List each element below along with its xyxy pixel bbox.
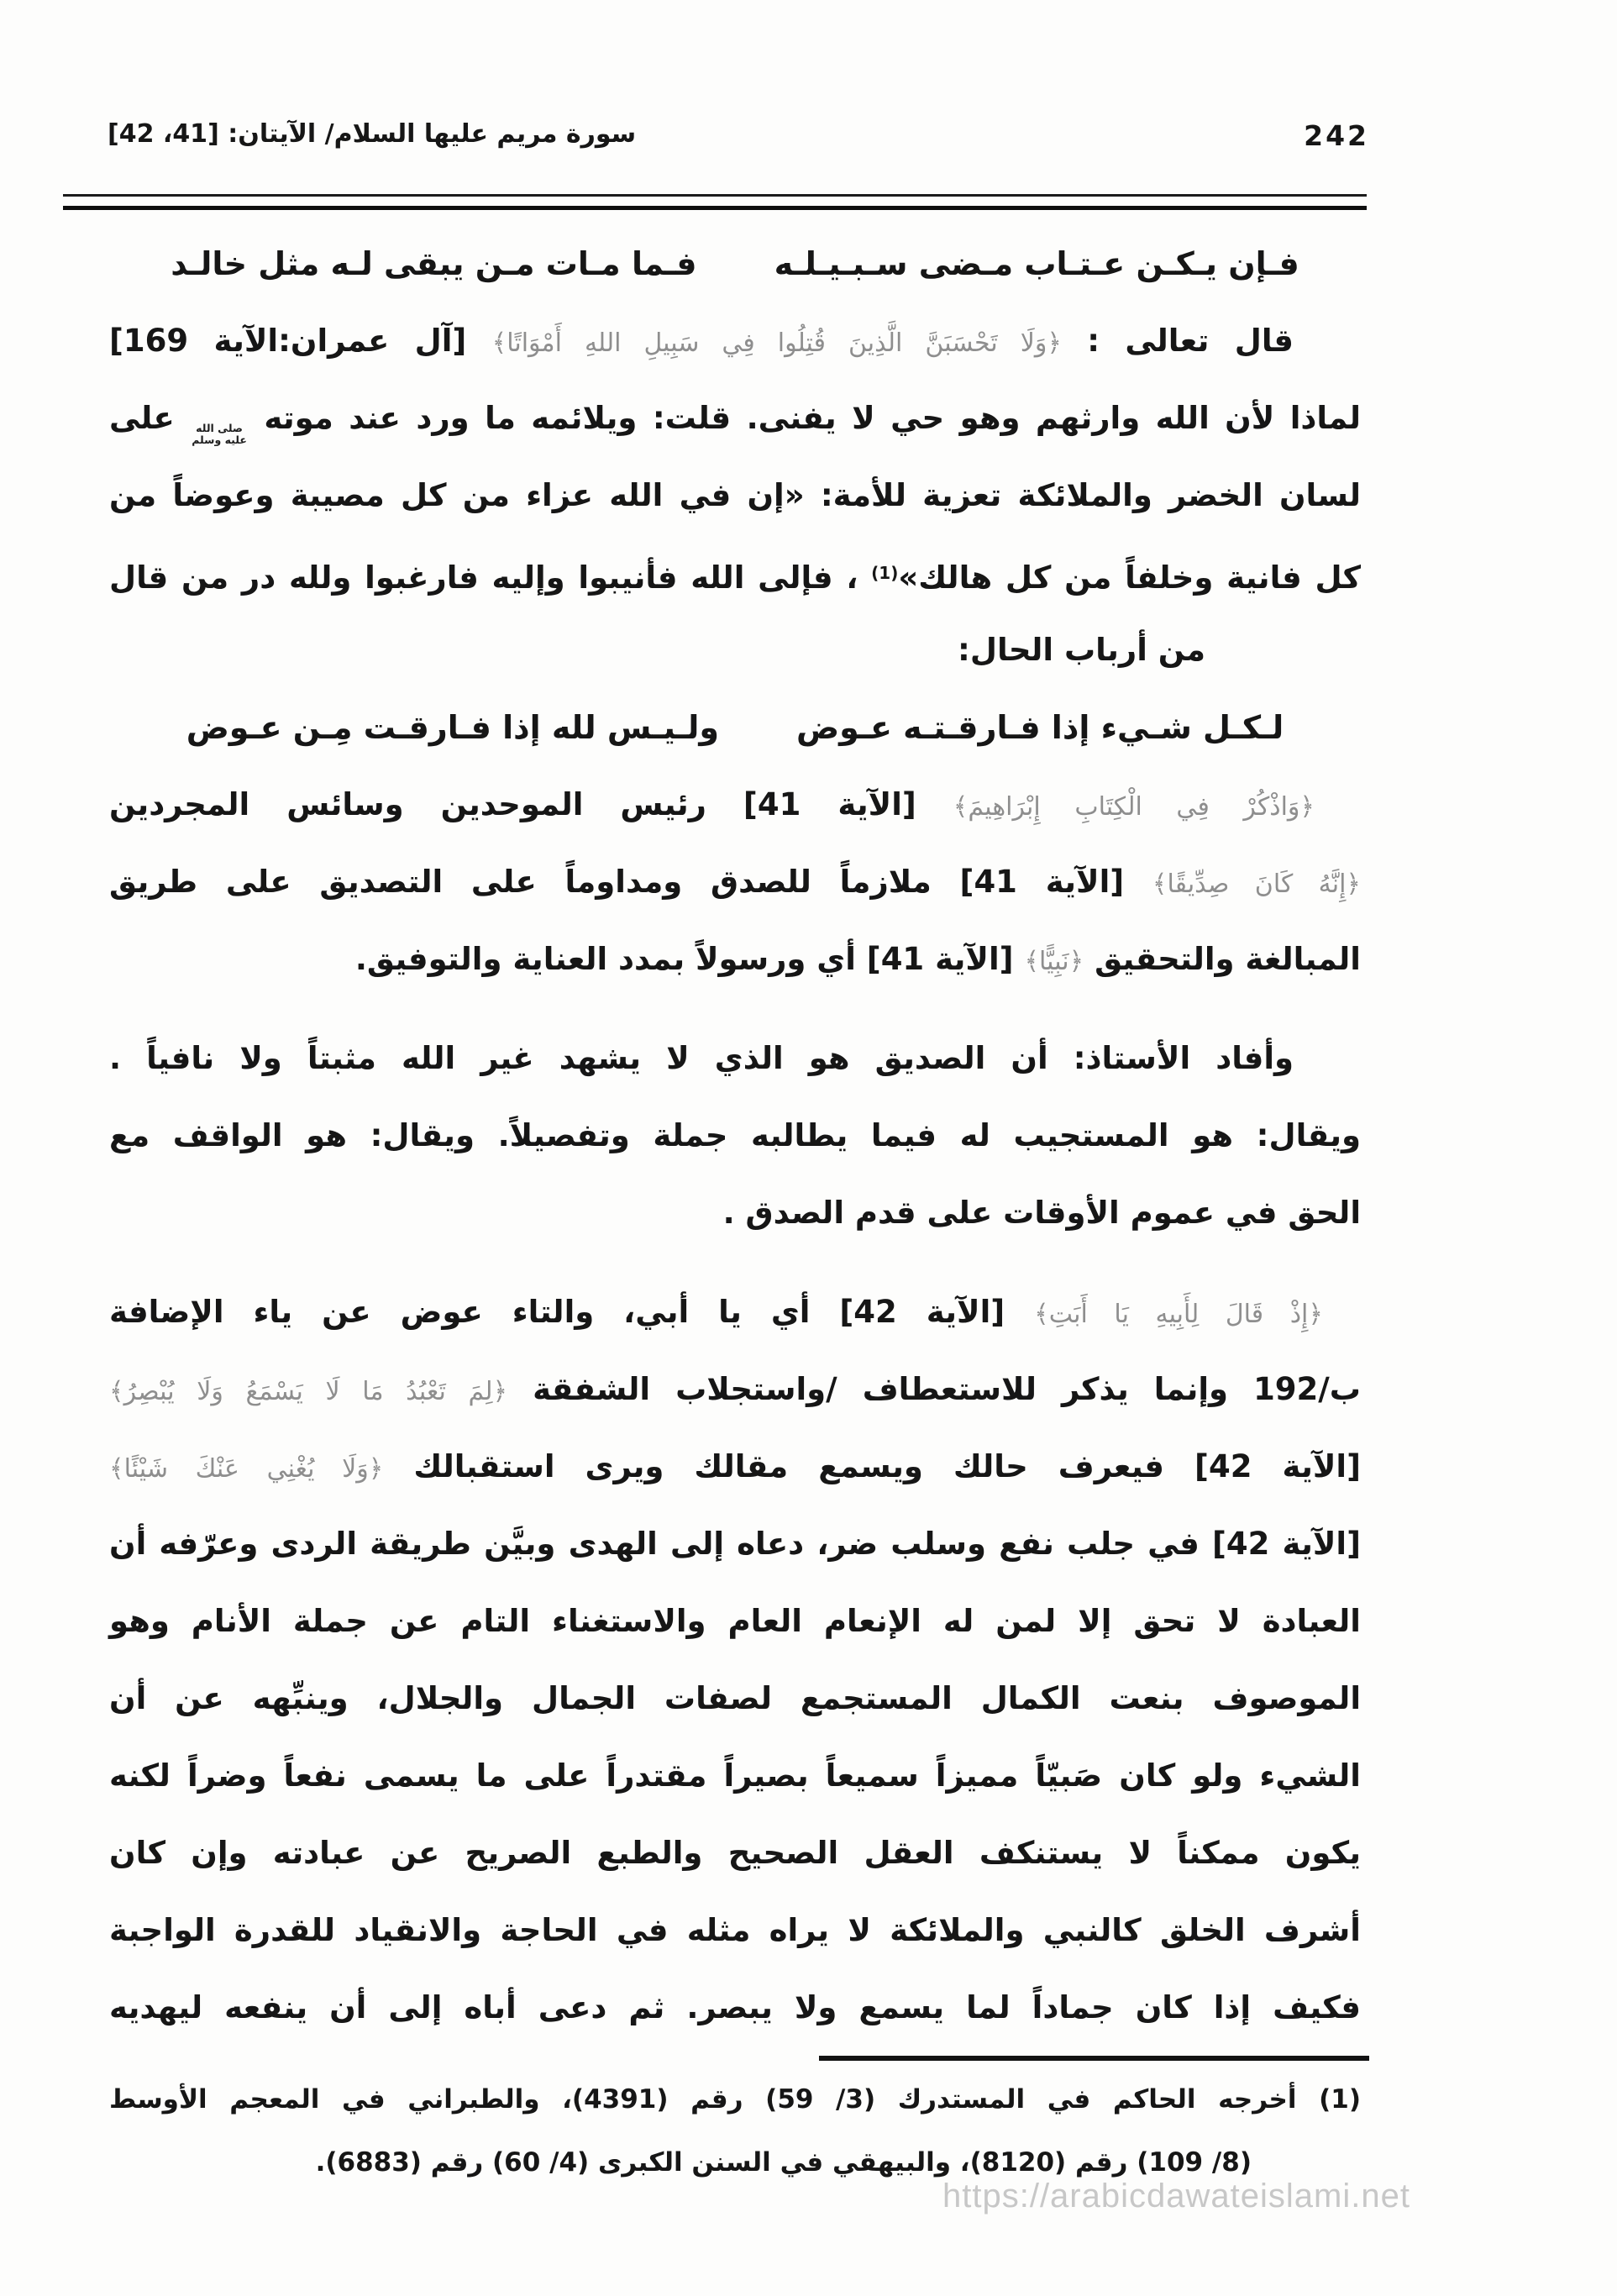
- watermark-url: https://arabicdawateislami.net: [942, 2178, 1410, 2215]
- text-line: [109, 766, 1361, 843]
- text-run: كل فانية وخلفاً من كل هالك»: [898, 560, 1361, 596]
- text-line: [109, 1428, 1361, 1505]
- quran-quote: ﴿وَلَا تَحْسَبَنَّ الَّذِينَ قُتِلُوا فِي سَبِيلِ اللهِ أَمْوَاتًا﴾: [491, 328, 1062, 358]
- text-run: ويقال: هو المستجيب له فيما يطالبه جملة وتفصيلاً. ويقال: هو الواقف مع: [109, 1117, 1361, 1153]
- text-run: على: [109, 400, 191, 436]
- text-run: وإنما يذكر للاستعطاف /واستجلاب الشفقة: [507, 1371, 1254, 1407]
- text-line: [109, 302, 1361, 380]
- text-run: [الآية 41] رئيس الموحدين وسائس المجردين: [109, 786, 953, 822]
- text-line: [109, 1660, 1361, 1737]
- text-line: [109, 1969, 1361, 2046]
- text-line: [109, 1737, 1361, 1815]
- text-run: من أرباب الحال:: [958, 632, 1205, 668]
- body-lines: [109, 225, 1361, 2046]
- verse-line: [109, 225, 1361, 302]
- text-run: الحق في عموم الأوقات على قدم الصدق .: [722, 1195, 1361, 1231]
- text-run: فكيف إذا كان جماداً لما يسمع ولا يبصر. ثم دعى أباه إلى أن ينفعه ليهديه: [109, 1989, 1361, 2025]
- quran-quote: ﴿وَلَا يُغْنِي عَنْكَ شَيْئًا﴾: [109, 1454, 384, 1484]
- footnote-ref: (1): [871, 563, 899, 583]
- text-line: [109, 1583, 1361, 1660]
- page-number: 242: [1304, 119, 1369, 152]
- footnotes: [109, 2068, 1361, 2194]
- honorific-top: صلى الله: [196, 422, 243, 434]
- text-line: [109, 1815, 1361, 1892]
- text-run: لماذا لأن الله وارثهم وهو حي لا يفنى. قلت: ويلائمه ما ورد عند موته: [248, 400, 1361, 436]
- folio-marker: 192/ب: [1253, 1371, 1361, 1407]
- text-run: ، فإلى الله فأنيبوا وإليه فارغبوا ولله در من قال: [109, 560, 872, 596]
- text-run: الشيء ولو كان صَبيّاً مميزاً سميعاً بصيراً مقتدراً على ما يسمى نفعاً وضراً لكنه: [109, 1757, 1361, 1794]
- hemistich-left: فـما مـات مـن يبقى لـه مثل خالـد: [171, 245, 697, 282]
- text-run: الموصوف بنعت الكمال المستجمع لصفات الجمال والجلال، وينبِّهه عن أن: [109, 1680, 1361, 1716]
- quran-quote: ﴿وَاذْكُرْ فِي الْكِتَابِ إِبْرَاهِيمَ﴾: [953, 792, 1315, 822]
- hemistich-right: فـإن يـكـن عـتـاب مـضى سـبـيـلـه: [774, 245, 1299, 282]
- text-run: أشرف الخلق كالنبي والملائكة لا يراه مثله في الحاجة والانقياد للقدرة الواجبة: [109, 1912, 1361, 1948]
- quran-quote: ﴿لِمَ تَعْبُدُ مَا لَا يَسْمَعُ وَلَا يُبْصِرُ﴾: [109, 1377, 508, 1406]
- text-run: وأفاد الأستاذ: أن الصديق هو الذي لا يشهد غير الله مثبتاً ولا نافياً .: [109, 1040, 1294, 1076]
- honorific-salla-icon: [190, 423, 249, 445]
- text-line: [109, 921, 1361, 998]
- honorific-bottom: عليه وسلم: [192, 433, 247, 446]
- text-run: [الآية 41] ملازماً للصدق ومداوماً على التصديق على طريق: [109, 864, 1152, 900]
- text-line: [109, 457, 1361, 534]
- text-run: [الآية 42] أي يا أبي، والتاء عوض عن ياء الإضافة: [109, 1294, 1035, 1330]
- quran-quote: ﴿إِنَّهُ كَانَ صِدِّيقًا﴾: [1152, 870, 1361, 899]
- text-line: [109, 843, 1361, 921]
- header-title: سورة مريم عليها السلام/ الآيتان: [41، 42]: [108, 119, 637, 149]
- text-run: [الآية 42] في جلب نفع وسلب ضر، دعاه إلى الهدى وبيَّن طريقة الردى وعرّفه أن: [109, 1526, 1362, 1562]
- text-line: [109, 612, 1361, 689]
- header-rule: [63, 194, 1367, 210]
- text-line: [109, 1174, 1361, 1252]
- quran-quote: ﴿إِذْ قَالَ لِأَبِيهِ يَا أَبَتِ﴾: [1034, 1300, 1323, 1329]
- text-run: [الآية 41] أي ورسولاً بمدد العناية والتوفيق.: [354, 941, 1025, 977]
- hemistich-right: لـكـل شـيء إذا فـارقـتـه عـوض: [796, 709, 1284, 746]
- text-run: قال تعالى :: [1061, 323, 1294, 359]
- text-run: لسان الخضر والملائكة تعزية للأمة: «إن في الله عزاء من كل مصيبة وعوضاً من: [109, 477, 1361, 513]
- text-run: العبادة لا تحق إلا لمن له الإنعام العام والاستغناء التام عن جملة الأنام وهو: [109, 1603, 1361, 1639]
- text-line: [109, 1274, 1361, 1351]
- text-run: [آل عمران:الآية 169]: [109, 323, 492, 359]
- text-run: المبالغة والتحقيق: [1084, 941, 1361, 977]
- footnote-line: (8/ 109) رقم (8120)، والبيهقي في السنن الكبرى (4/ 60) رقم (6883).: [315, 2147, 1252, 2178]
- text-line: [109, 380, 1361, 457]
- text-line: [109, 1097, 1361, 1174]
- text-line: [109, 1505, 1361, 1583]
- text-run: يكون ممكناً لا يستنكف العقل الصحيح والطبع الصريح عن عبادته وإن كان: [109, 1835, 1361, 1871]
- text-line: [109, 1020, 1361, 1097]
- text-run: [الآية 42] فيعرف حالك ويسمع مقالك ويرى استقبالك: [383, 1448, 1361, 1484]
- text-line: [109, 1351, 1361, 1428]
- footnote-divider: [819, 2056, 1369, 2061]
- footnote-line: (1) أخرجه الحاكم في المستدرك (3/ 59) رقم (4391)، والطبراني في المعجم الأوسط: [109, 2084, 1361, 2115]
- text-line: [109, 1892, 1361, 1969]
- text-line: [109, 534, 1361, 612]
- hemistich-left: ولـيـس لله إذا فـارقـت مِـن عـوض: [186, 709, 720, 746]
- page-header: [108, 119, 1369, 152]
- quran-quote: ﴿نَبِيًّا﴾: [1024, 947, 1084, 976]
- verse-line: [109, 689, 1361, 766]
